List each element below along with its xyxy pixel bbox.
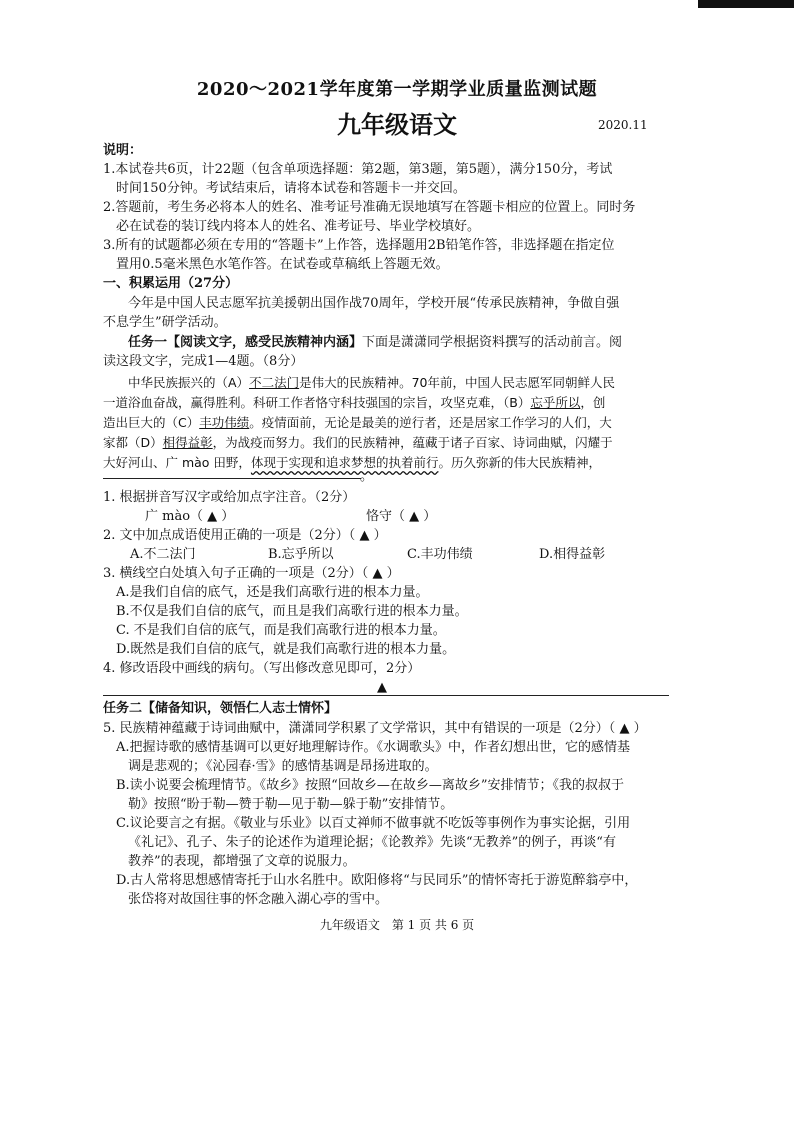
task1-prompt xyxy=(128,333,622,352)
q2-option-b[interactable]: B.忘乎所以 xyxy=(268,547,334,562)
passage-line xyxy=(103,413,612,432)
passage-line xyxy=(103,393,605,412)
question-3: 3. 横线空白处填入句子正确的一项是（2分）（ ▲ ） xyxy=(103,566,400,581)
passage-text: 。疫情面前，无论是最美的逆行者，还是居家工作学习的人们，大 xyxy=(249,415,612,430)
fill-in-blank-line[interactable] xyxy=(103,478,361,479)
q1-answer-1[interactable]: 广 mào（ ▲ ） xyxy=(145,509,235,524)
section-intro: 不息学生”研学活动。 xyxy=(103,315,227,330)
instruction-line: 3.所有的试题都必须在专用的“答题卡”上作答，选择题用2B铅笔作答，非选择题在指定位 xyxy=(103,238,615,253)
idiom-d: 相得益彰 xyxy=(162,435,213,450)
exam-title: 2020～2021学年度第一学期学业质量监测试题 xyxy=(196,79,598,100)
task1-heading: 任务一【阅读文字，感受民族精神内涵】 xyxy=(128,335,363,350)
q3-option-a[interactable]: A.是我们自信的底气，还是我们高歌行进的根本力量。 xyxy=(116,585,429,600)
passage-text: 造出巨大的（C） xyxy=(103,415,200,430)
instruction-line: 必在试卷的装订线内将本人的姓名、准考证号、毕业学校填好。 xyxy=(116,219,481,234)
instructions-heading: 说明： xyxy=(103,143,143,158)
passage-text: 中华民族振兴的（A） xyxy=(128,375,250,390)
q2-option-a[interactable]: A.不二法门 xyxy=(130,547,196,562)
q2-option-c[interactable]: C.丰功伟绩 xyxy=(407,547,473,562)
subject-title: 九年级语文 xyxy=(337,110,457,139)
passage-text: ，为战疫而努力。我们的民族精神，蕴藏于诸子百家、诗词曲赋，闪耀于 xyxy=(212,435,613,450)
passage-line xyxy=(103,433,613,452)
passage-text: 是伟大的民族精神。70年前，中国人民志愿军同朝鲜人民 xyxy=(299,375,615,390)
q4-answer-mark: ▲ xyxy=(377,680,387,695)
page-footer: 九年级语文 第 1 页 共 6 页 xyxy=(319,918,475,932)
question-5: 5. 民族精神蕴藏于诗词曲赋中，潇潇同学积累了文学常识，其中有错误的一项是（2分）（ ▲ ） xyxy=(103,721,647,736)
passage-line xyxy=(103,453,601,472)
q5-option-d-cont: 张岱将对故国往事的怀念融入湖心亭的雪中。 xyxy=(128,892,389,907)
idiom-b: 忘乎所以 xyxy=(530,395,581,410)
passage-line xyxy=(128,373,615,392)
q3-option-c[interactable]: C. 不是我们自信的底气，而是我们高歌行进的根本力量。 xyxy=(116,623,446,638)
underlined-sentence: 体现于实现和追求梦想的执着前行 xyxy=(250,455,439,470)
task2-heading: 任务二【储备知识，领悟仁人志士情怀】 xyxy=(103,701,338,716)
passage-text: 一道浴血奋战，赢得胜利。科研工作者恪守科技强国的宗旨，攻坚克难，（B） xyxy=(103,395,531,410)
instruction-line: 置用0.5毫米黑色水笔作答。在试卷或草稿纸上答题无效。 xyxy=(116,257,449,272)
question-2: 2. 文中加点成语使用正确的一项是（2分）（ ▲ ） xyxy=(103,528,387,543)
exam-date: 2020.11 xyxy=(598,118,648,132)
q1-answer-2[interactable]: 恪守（ ▲ ） xyxy=(366,509,437,524)
q3-option-b[interactable]: B.不仅是我们自信的底气，而且是我们高歌行进的根本力量。 xyxy=(116,604,468,619)
instruction-line: 1.本试卷共6页，计22题（包含单项选择题：第2题，第3题，第5题），满分150分，考试 xyxy=(103,162,613,177)
passage-text: ，创 xyxy=(580,395,606,410)
q5-option-b[interactable]: B.读小说要会梳理情节。《故乡》按照“回故乡—在故乡—离故乡”安排情节；《我的叔叔于 xyxy=(116,778,624,793)
idiom-a: 不二法门 xyxy=(249,375,300,390)
q5-option-c[interactable]: C.议论要言之有据。《敬业与乐业》以百丈禅师不做事就不吃饭等事例作为事实论据，引用 xyxy=(116,816,631,831)
passage-text: 大好河山、广 mào 田野， xyxy=(103,455,251,470)
passage-text: 家都（D） xyxy=(103,435,163,450)
section-intro: 今年是中国人民志愿军抗美援朝出国作战70周年，学校开展“传承民族精神，争做自强 xyxy=(128,296,620,311)
q5-option-a-cont: 调是悲观的；《沁园春·雪》的感情基调是昂扬进取的。 xyxy=(128,759,438,774)
section-heading: 一、积累运用（27分） xyxy=(103,276,239,291)
q5-option-d[interactable]: D.古人常将思想感情寄托于山水名胜中。欧阳修将“与民同乐”的情怀寄托于游览醉翁亭中， xyxy=(116,873,638,888)
task1-text: 下面是潇潇同学根据资料撰写的活动前言。阅 xyxy=(362,335,623,350)
q5-option-c-cont: 《礼记》、孔子、朱子的论述作为道理论据；《论教养》先谈“无教养”的例子，再谈“有 xyxy=(128,835,616,850)
q5-option-a[interactable]: A.把握诗歌的感情基调可以更好地理解诗作。《水调歌头》中，作者幻想出世，它的感情基 xyxy=(116,740,631,755)
blank-end-mark: 。 xyxy=(360,469,374,484)
task1-prompt-line2: 读这段文字，完成1—4题。（8分） xyxy=(103,354,304,369)
idiom-c: 丰功伟绩 xyxy=(199,415,250,430)
scan-edge-mark xyxy=(698,0,794,8)
instruction-line: 2.答题前，考生务必将本人的姓名、准考证号准确无误地填写在答题卡相应的位置上。同时务 xyxy=(103,200,636,215)
question-4: 4. 修改语段中画线的病句。（写出修改意见即可，2分） xyxy=(103,661,421,676)
question-1: 1. 根据拼音写汉字或给加点字注音。（2分） xyxy=(103,490,356,505)
passage-text: 。历久弥新的伟大民族精神， xyxy=(438,455,601,470)
q2-option-d[interactable]: D.相得益彰 xyxy=(539,547,606,562)
q4-answer-line[interactable] xyxy=(103,695,669,696)
q5-option-b-cont: 勒》按照“盼于勒—赞于勒—见于勒—躲于勒”安排情节。 xyxy=(128,797,454,812)
instruction-line: 时间150分钟。考试结束后，请将本试卷和答题卡一并交回。 xyxy=(116,181,466,196)
q3-option-d[interactable]: D.既然是我们自信的底气，就是我们高歌行进的根本力量。 xyxy=(116,642,456,657)
q5-option-c-cont: 教养”的表现，都增强了文章的说服力。 xyxy=(128,854,356,869)
